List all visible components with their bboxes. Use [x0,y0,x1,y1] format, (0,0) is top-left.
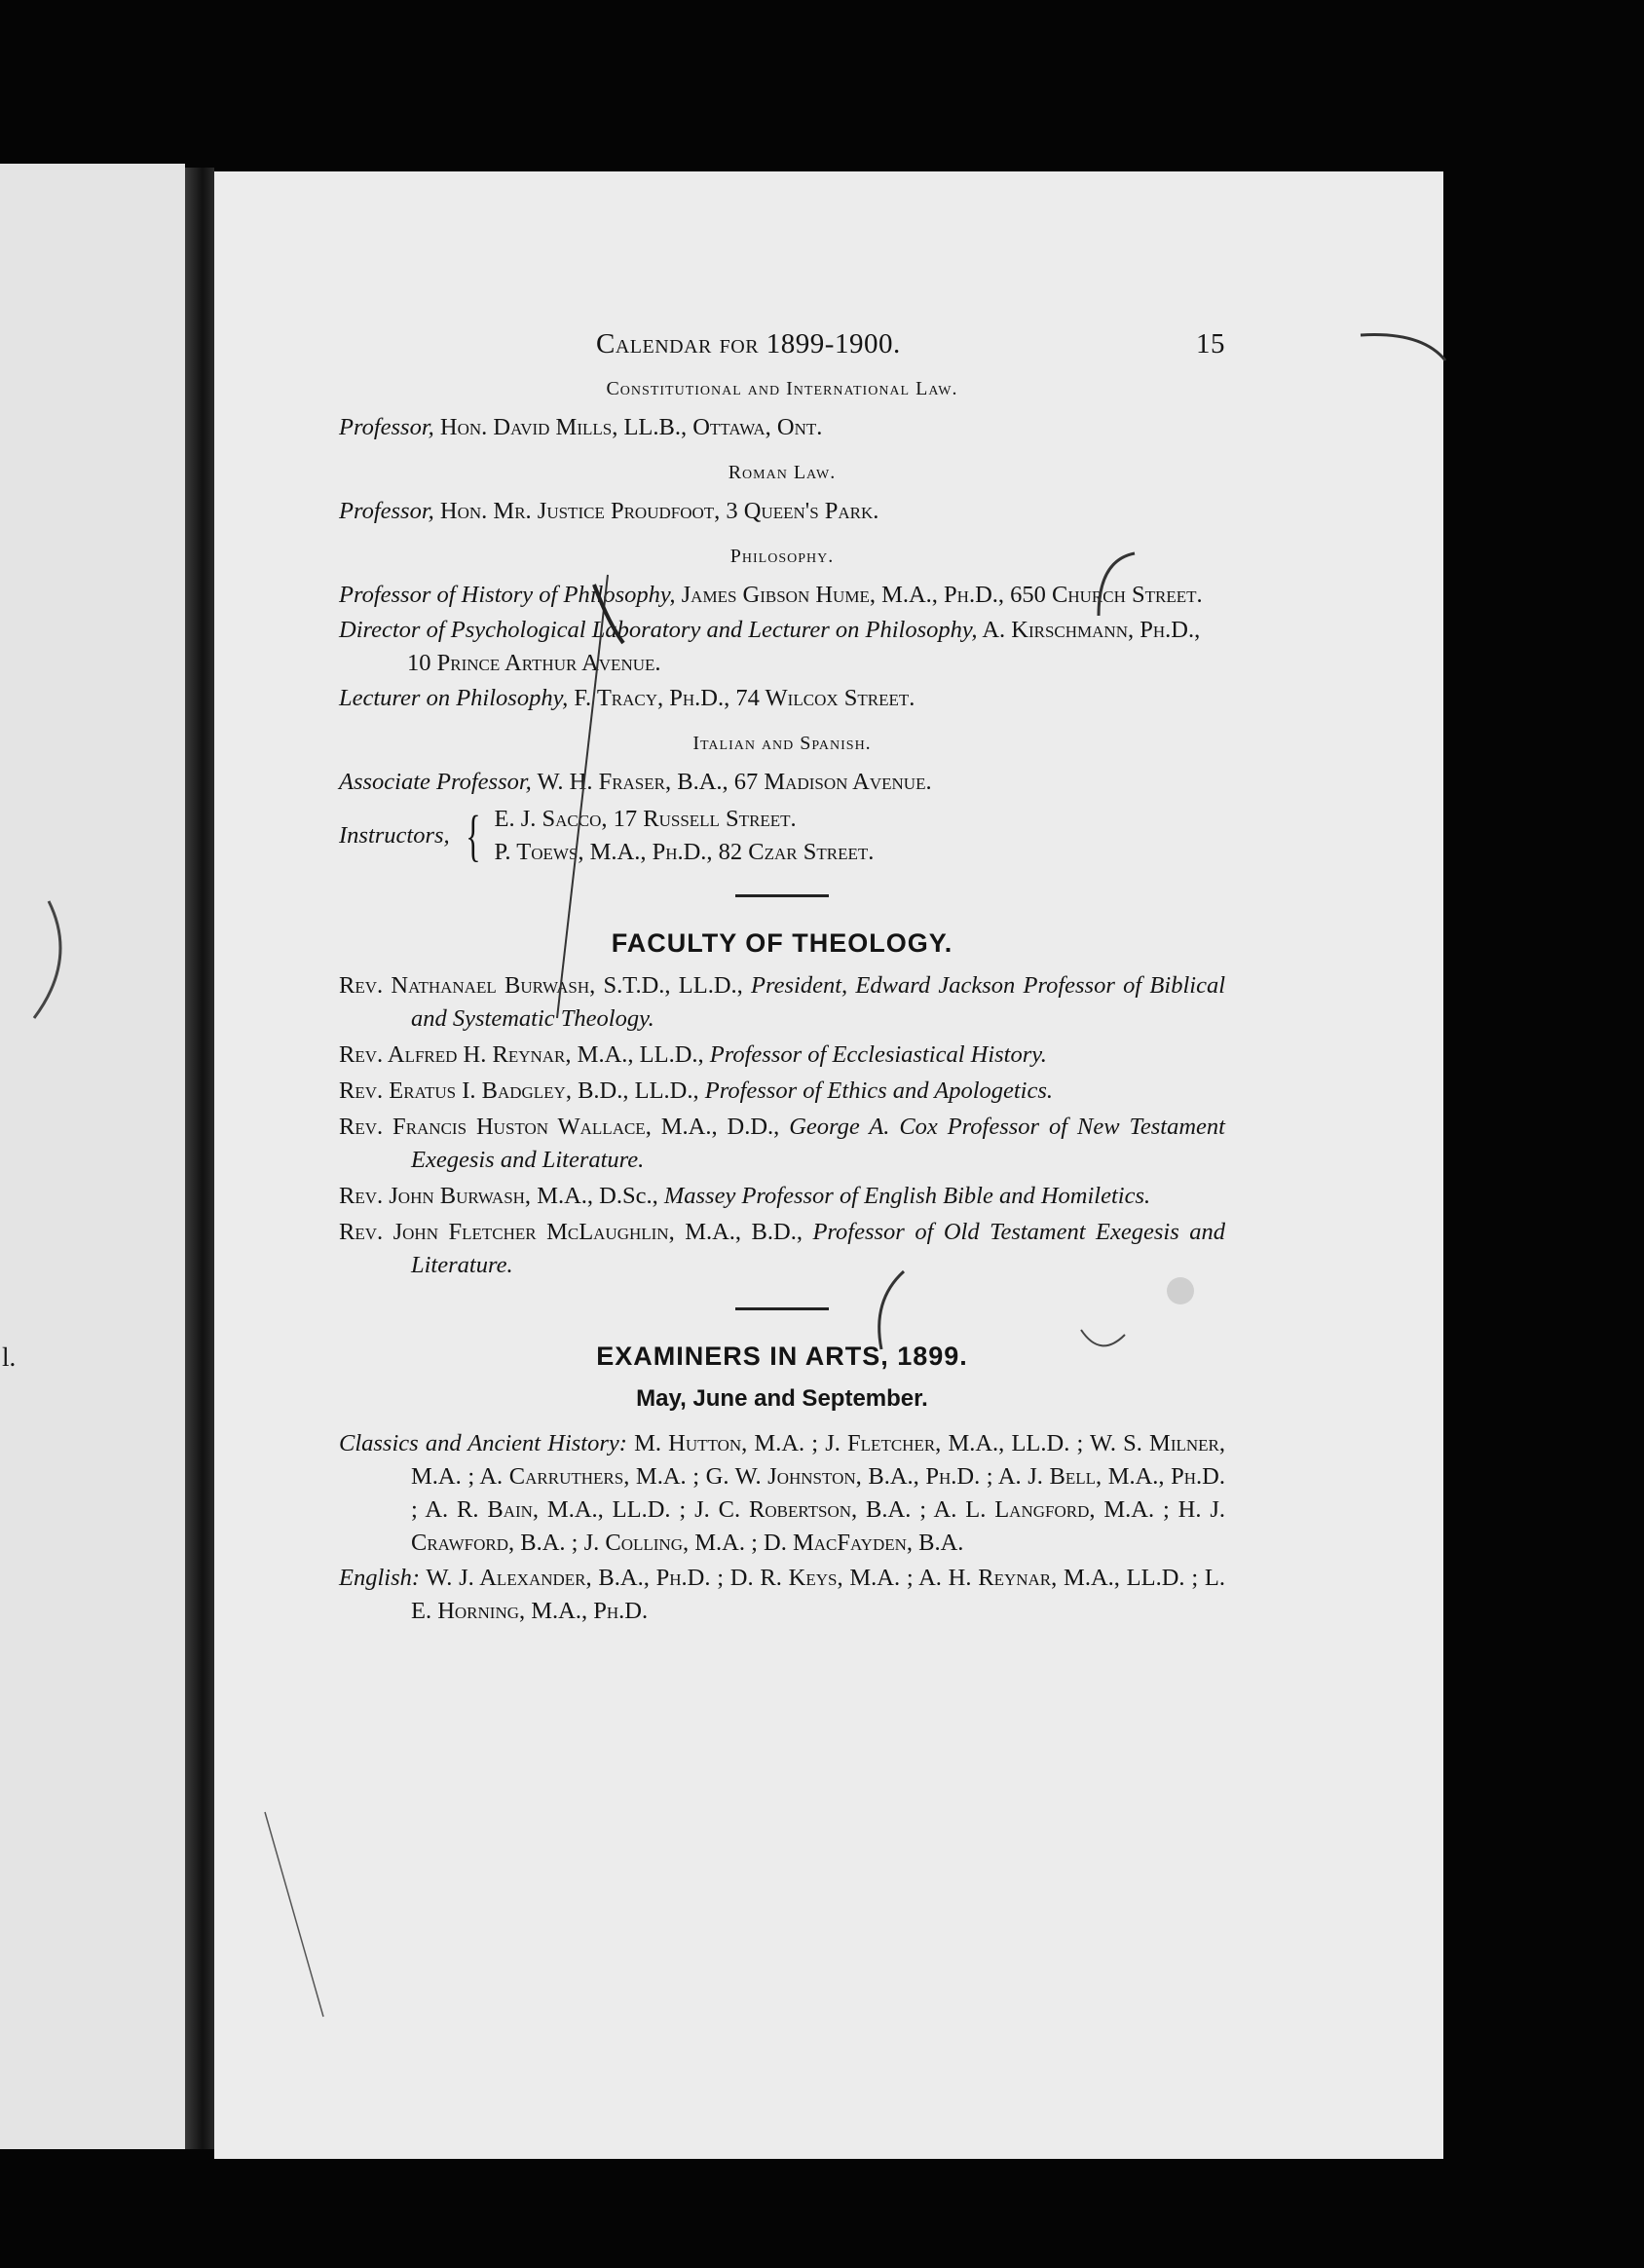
section-heading-constitutional-law: Constitutional and International Law. [606,378,958,399]
entry-text: Hon. Mr. Justice Proudfoot, 3 Queen's Park. [433,498,879,524]
left-page-edge [0,164,185,2149]
entry-role: Professor, [339,498,434,524]
section-heading-italian-spanish: Italian and Spanish. [692,733,872,754]
staff-entry-fraser [339,766,1225,799]
instructors-label: Instructors, [339,822,450,849]
instructor-list [495,803,875,869]
entry-role: Director of Psychological Laboratory and Lecturer on Philosophy, [339,617,978,643]
running-header [339,327,1225,360]
examiner-subject: Classics and Ancient History: [339,1430,627,1456]
entry-role: Lecturer on Philosophy, [339,685,569,711]
book-gutter [185,168,214,2149]
theology-heading: FACULTY OF THEOLOGY. [611,928,953,958]
theology-member: Rev. Eratus I. Badgley, B.D., LL.D., Professor of Ethics and Apologetics. [339,1077,1054,1104]
theology-member: Rev. John Fletcher McLaughlin, M.A., B.D., Professor of Old Testament Exegesis and Literature. [339,1219,1225,1278]
examiner-names: W. J. Alexander, B.A., Ph.D. ; D. R. Keys, M.A. ; A. H. Reynar, M.A., LL.D. ; L. E. Horning, M.A., Ph.D. [411,1565,1225,1624]
staff-entry-hume [339,579,1225,612]
staff-entry-kirschmann [339,614,1225,680]
staff-entry-proudfoot [339,495,1225,528]
section-heading-roman-law: Roman Law. [728,462,837,483]
examiner-group-classics [339,1427,1225,1560]
section-divider [735,1307,829,1310]
theology-member: Rev. Nathanael Burwash, S.T.D., LL.D., President, Edward Jackson Professor of Biblical and Systematic Theology. [339,972,1225,1032]
left-page-fragment: l. [2,1342,17,1372]
examiner-subject: English: [339,1565,421,1591]
examiners-heading: EXAMINERS IN ARTS, 1899. [596,1342,968,1371]
page-content [339,327,1225,1630]
entry-text: James Gibson Hume, M.A., Ph.D., 650 Church Street. [675,582,1203,608]
section-divider [735,894,829,897]
instructor-toews: P. Toews, M.A., Ph.D., 82 Czar Street. [494,839,875,865]
staff-entry-tracy [339,682,1225,715]
calendar-page [214,171,1443,2159]
examiner-group-english [339,1562,1225,1628]
examiners-subheading: May, June and September. [636,1385,928,1412]
entry-text: Hon. David Mills, LL.B., Ottawa, Ont. [433,414,823,440]
theology-section [339,926,1225,1282]
header-title: Calendar for 1899-1900. [596,328,901,359]
theology-member: Rev. Alfred H. Reynar, M.A., LL.D., Professor of Ecclesiastical History. [339,1041,1047,1068]
entry-role: Associate Professor, [339,769,532,795]
examiners-section [339,1340,1225,1628]
law-and-arts-sections [339,372,1225,869]
theology-member: Rev. Francis Huston Wallace, M.A., D.D., George A. Cox Professor of New Testament Exegesis and Literature. [339,1114,1225,1173]
entry-role: Professor of History of Philosophy, [339,582,676,608]
instructor-sacco: E. J. Sacco, 17 Russell Street. [494,806,797,832]
page-number: 15 [1196,328,1225,359]
theology-member: Rev. John Burwash, M.A., D.Sc., Massey Professor of English Bible and Homiletics. [339,1183,1151,1209]
examiner-names: M. Hutton, M.A. ; J. Fletcher, M.A., LL.D. ; W. S. Milner, M.A. ; A. Carruthers, M.A. ; G. W. Johnston, B.A., Ph.D. ; A. J. Bell, M.A., Ph.D. ; A. R. Bain, M.A., LL.D. ; J. C. Robertson, B.A. ; A. L. Langford, M.A. ; H. J. Crawford, B.A. ; J. Colling, M.A. ; D. MacFayden, B.A. [411,1430,1225,1556]
entry-text: W. H. Fraser, B.A., 67 Madison Avenue. [531,769,932,795]
curly-brace-icon: { [465,804,481,867]
entry-text: F. Tracy, Ph.D., 74 Wilcox Street. [568,685,915,711]
entry-role: Professor, [339,414,434,440]
instructors-group [339,803,1225,869]
staff-entry-mills [339,411,1225,444]
entry-text: A. Kirschmann, Ph.D., 10 Prince Arthur Avenue. [407,617,1201,676]
section-heading-philosophy: Philosophy. [729,546,835,567]
